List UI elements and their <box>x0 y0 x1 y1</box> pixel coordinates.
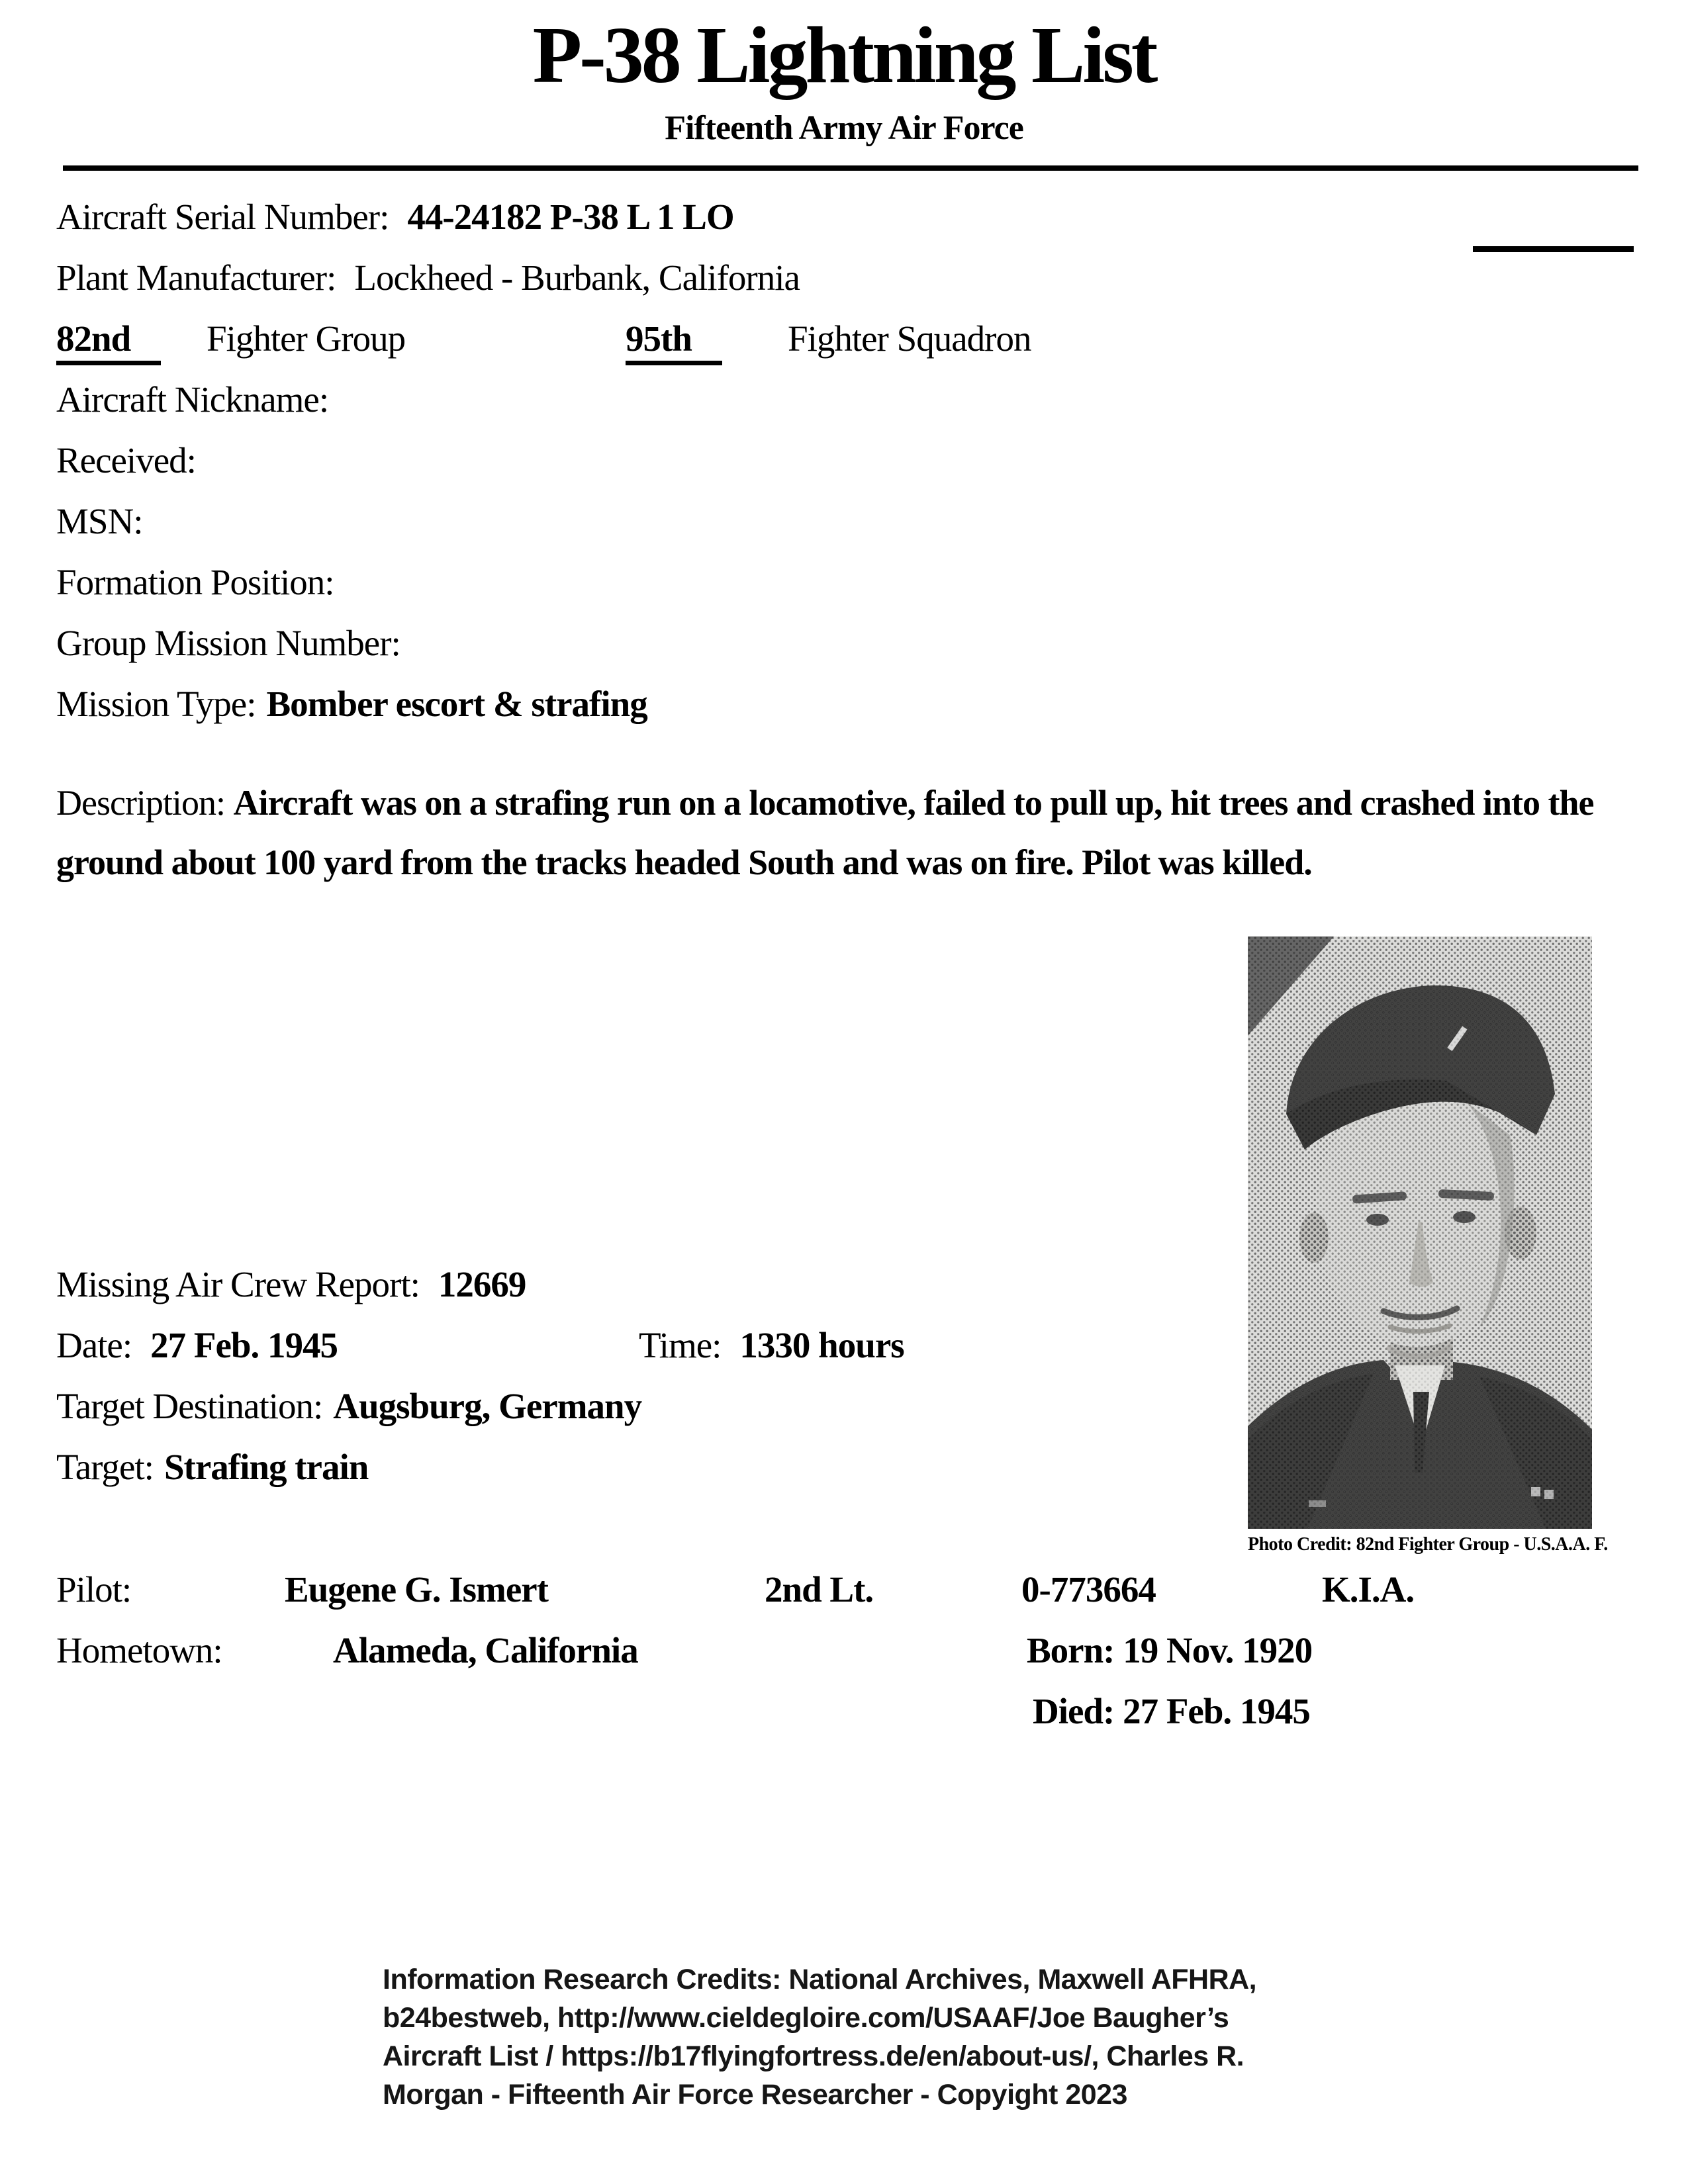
time-value: 1330 hours <box>739 1325 904 1365</box>
footer-line: Aircraft List / https://b17flyingfortress.de/en/about-us/, Charles R. <box>383 2040 1244 2072</box>
time-group <box>639 1315 904 1376</box>
page-subtitle: Fifteenth Army Air Force <box>665 109 1023 147</box>
target-destination-value: Augsburg, Germany <box>333 1386 642 1426</box>
page-title: P-38 Lightning List <box>532 11 1156 100</box>
fighter-group-value: 82nd <box>56 308 161 369</box>
pilot-name: Eugene G. Ismert <box>285 1569 548 1610</box>
serial-blank-underline <box>1473 246 1634 252</box>
born-value: 19 Nov. 1920 <box>1123 1630 1313 1670</box>
macr-report-row <box>56 1254 641 1315</box>
born-group <box>1027 1620 1312 1681</box>
pilot-portrait-image <box>1248 936 1592 1529</box>
date-value: 27 Feb. 1945 <box>150 1325 338 1365</box>
field-row-received <box>56 430 800 491</box>
description-label: Description: <box>56 783 225 823</box>
manufacturer-label: Plant Manufacturer: <box>56 257 336 298</box>
macr-section <box>56 1254 904 1498</box>
field-row-msn <box>56 491 800 552</box>
header-rule <box>63 165 1638 171</box>
footer-line: Morgan - Fifteenth Air Force Researcher - Copyight 2023 <box>383 2079 1127 2111</box>
fighter-squadron-value: 95th <box>626 308 722 369</box>
pilot-rank: 2nd Lt. <box>765 1569 874 1610</box>
mission-type-value: Bomber escort & strafing <box>266 684 647 724</box>
msn-label: MSN: <box>56 501 143 541</box>
field-row-group-mission <box>56 613 800 674</box>
hometown-label: Hometown: <box>56 1630 222 1670</box>
field-row-manufacturer <box>56 248 800 308</box>
pilot-status: K.I.A. <box>1322 1569 1415 1610</box>
description-text: Aircraft was on a strafing run on a locamotive, failed to pull up, hit trees and crashed into the ground about 100 yard from the tracks headed South and was on fire. Pilot was killed. <box>56 783 1594 882</box>
macr-target-row <box>56 1437 641 1498</box>
manufacturer-value: Lockheed - Burbank, California <box>354 257 800 298</box>
macr-target-destination-row <box>56 1376 641 1437</box>
aircraft-fields <box>56 187 1031 735</box>
field-row-serial <box>56 187 800 248</box>
mission-type-label: Mission Type: <box>56 684 256 724</box>
serial-value: 44-24182 P-38 L 1 LO <box>407 197 734 237</box>
fighter-group-label: Fighter Group <box>207 318 406 359</box>
received-label: Received: <box>56 440 196 480</box>
group-mission-label: Group Mission Number: <box>56 623 400 663</box>
footer-line: b24bestweb, http://www.cieldegloire.com/USAAF/Joe Baugher’s <box>383 2002 1229 2034</box>
died-label: Died: <box>1033 1691 1115 1731</box>
born-label: Born: <box>1027 1630 1115 1670</box>
macr-report-value: 12669 <box>438 1264 526 1304</box>
hometown-value: Alameda, California <box>333 1630 638 1670</box>
died-value: 27 Feb. 1945 <box>1123 1691 1310 1731</box>
description-paragraph <box>56 773 1642 892</box>
target-label: Target: <box>56 1447 154 1487</box>
pilot-photo <box>1248 936 1592 1529</box>
macr-report-label: Missing Air Crew Report: <box>56 1264 420 1304</box>
target-destination-label: Target Destination: <box>56 1386 323 1426</box>
footer-line: Information Research Credits: National Archives, Maxwell AFHRA, <box>383 1964 1257 1995</box>
macr-date-time-row <box>56 1315 904 1376</box>
footer-credits <box>383 1960 1256 2114</box>
target-value: Strafing train <box>164 1447 369 1487</box>
field-row-group-squadron <box>56 308 1031 369</box>
nickname-label: Aircraft Nickname: <box>56 379 329 420</box>
died-group <box>1033 1681 1310 1742</box>
time-label: Time: <box>639 1325 722 1365</box>
pilot-label: Pilot: <box>56 1569 132 1610</box>
serial-label: Aircraft Serial Number: <box>56 197 389 237</box>
fighter-squadron-label: Fighter Squadron <box>788 318 1031 359</box>
field-row-mission-type <box>56 674 800 735</box>
field-row-formation <box>56 552 800 613</box>
formation-label: Formation Position: <box>56 562 334 602</box>
photo-credit: Photo Credit: 82nd Fighter Group - U.S.A.A. F. <box>1248 1534 1608 1555</box>
pilot-service-number: 0-773664 <box>1021 1569 1156 1610</box>
field-row-nickname <box>56 369 800 430</box>
date-label: Date: <box>56 1325 132 1365</box>
